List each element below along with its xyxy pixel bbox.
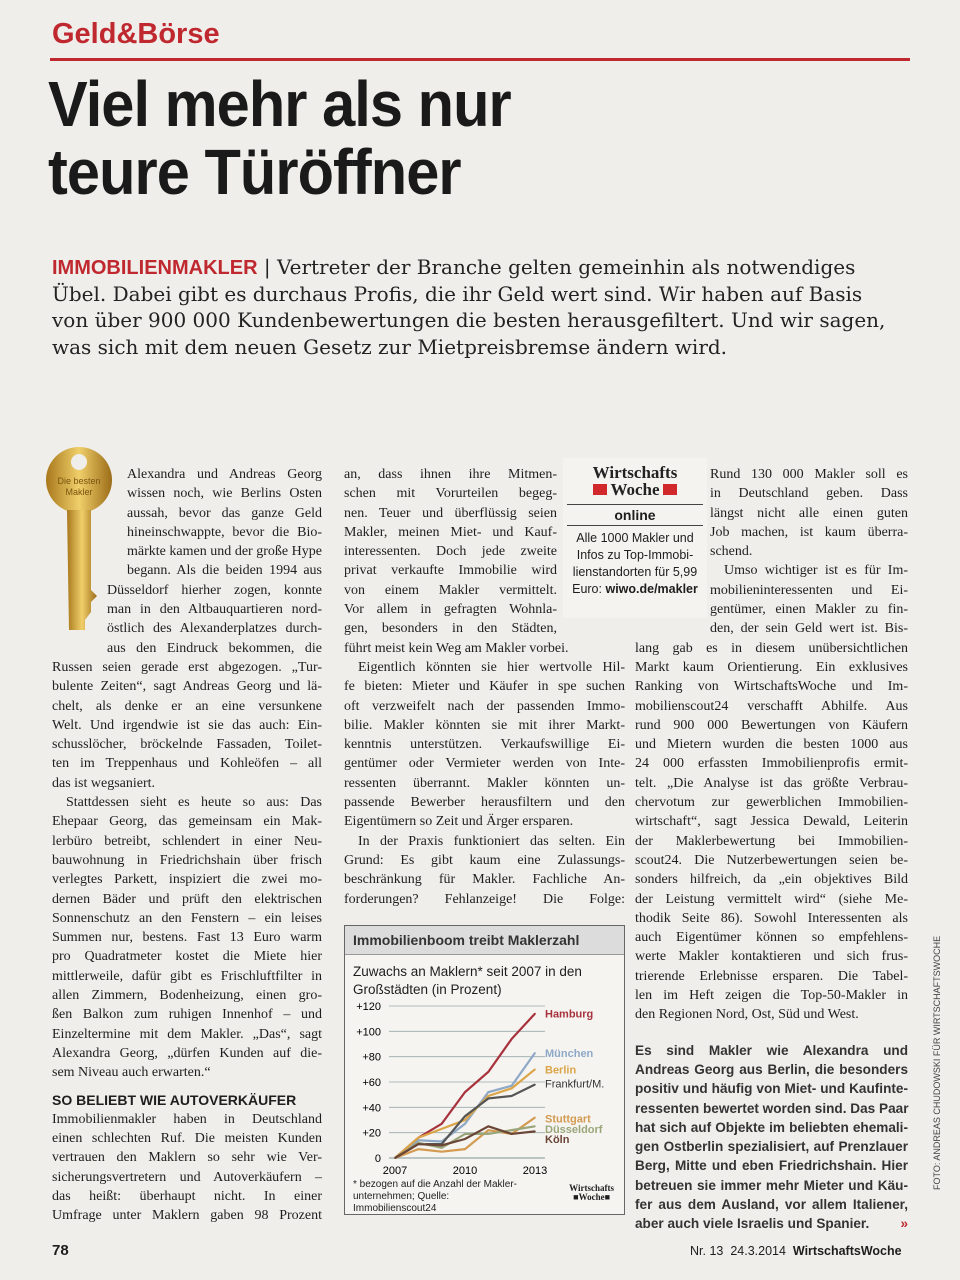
text-line: schen mit Vorurteilen begeg- (344, 486, 557, 502)
text-line: Ehepaar Georg, das gemeinsam ein Mak- (52, 814, 322, 830)
text-line: östlich des Alexanderplatzes durch- (107, 621, 322, 637)
data-point (441, 1147, 443, 1149)
data-point (488, 1071, 490, 1073)
data-point (418, 1143, 420, 1145)
data-point (394, 1157, 396, 1159)
page-number: 78 (52, 1242, 69, 1259)
data-point (464, 1119, 466, 1121)
text-line: einen schlechten Ruf. Die meisten Kunden (52, 1131, 322, 1147)
y-tick-label: +20 (362, 1127, 381, 1140)
subheading: SO BELIEBT WIE AUTOVERKÄUFER (52, 1091, 297, 1108)
data-point (418, 1137, 420, 1139)
section-rule (50, 58, 910, 61)
text-line: Alexandra und Andreas Georg (127, 467, 322, 482)
photo-credit: FOTO: ANDREAS CHUDOWSKI FÜR WIRTSCHAFTSWOCHE (932, 935, 942, 1190)
y-tick-label: +100 (356, 1026, 381, 1039)
paragraph (52, 465, 322, 793)
text-line: das ist wegsaniert. (52, 775, 156, 791)
text-line: den Regionen Nord, Ost, Süd und West. (635, 1007, 859, 1023)
data-point (464, 1138, 466, 1140)
text-line: und Mietern wurden die besten 1000 aus (635, 737, 908, 753)
data-point (464, 1115, 466, 1117)
text-line: lang gab es in diesem unübersichtlichen (635, 640, 908, 656)
data-point (441, 1128, 443, 1130)
text-line: gentümer oder Vermieter werden von Inte- (344, 756, 625, 772)
text-line: vertrauen den Maklern so sehr wie Ver- (52, 1150, 322, 1166)
legend-label: München (545, 1047, 594, 1060)
footer-issue: Nr. 13 24.3.2014 WirtschaftsWoche (690, 1244, 902, 1258)
legend-label: Berlin (545, 1064, 577, 1077)
y-tick-label: +60 (362, 1077, 381, 1089)
text-line: Es sind Makler wie Alexandra und (635, 1042, 908, 1058)
text-line: Eigentlich könnten sie hier wertvolle Hil- (358, 659, 625, 675)
text-line: hineinschwappte, bevor die Bio- (127, 524, 322, 540)
text-line: allen Zimmern, Bodenheizung, einen gro- (52, 988, 322, 1004)
data-point (418, 1139, 420, 1141)
text-line: Berg, Mitte und eben Friedrichshain. Hier (635, 1158, 908, 1174)
text-line: auch Eigentümer können so empfehlens- (635, 930, 908, 946)
text-line: längst nicht alle einen guten (710, 505, 908, 521)
text-line: lerbüro betreibt, schlendert in einer Neu- (52, 833, 322, 849)
wiwo-logo: Wirtschafts Woche (592, 463, 678, 499)
text-line: telt. „Die Analyse ist das größte Verbrau- (635, 775, 908, 791)
data-point (464, 1148, 466, 1150)
legend-label: Frankfurt/M. (545, 1078, 605, 1091)
highlight-note (635, 1041, 908, 1234)
data-point (464, 1123, 466, 1125)
data-point (488, 1098, 490, 1100)
text-line: thodik Seite 86). Sowohl Interessenten als (635, 910, 908, 926)
paragraph (52, 793, 322, 1082)
text-line: privat verkaufte Immobilie wird (344, 563, 557, 579)
legend-label: Hamburg (545, 1008, 594, 1021)
text-line: beschränkung für Makler. Fachliche An- (344, 872, 625, 888)
text-line: Eigentümern so Zeit und Ärger ersparen. (344, 814, 574, 830)
text-line: gen Ostberlin spezialisiert, auf Prenzlauer (635, 1139, 908, 1155)
data-point (441, 1145, 443, 1147)
text-line: gentümer, einen Makler zu fin- (710, 602, 908, 618)
text-line: pro Quadratmeter kostet die Miete hier (52, 949, 322, 965)
text-line: gen, besonders in den Städten, (344, 621, 557, 637)
data-point (488, 1091, 490, 1093)
text-line: Markt kaum Orientierung. Ein exklusives (635, 659, 908, 675)
y-tick-label: +80 (362, 1051, 381, 1064)
text-line: Rund 130 000 Makler soll es (710, 467, 908, 482)
text-line: nen. Teuer und überflüssig seien (344, 505, 557, 521)
text-line: oft verzweifelt nach der passenden Immo- (344, 698, 625, 714)
x-tick-label: 2007 (382, 1165, 408, 1177)
text-line: Andreas Georg aus Berlin, die besonders (635, 1061, 908, 1077)
text-line: len im Heft zeigen die Top-50-Makler in (635, 988, 908, 1004)
text-line: aber auch viele Israelis und Spanier. (635, 1216, 870, 1232)
section-label: Geld&Börse (52, 18, 220, 50)
data-point (534, 1117, 536, 1119)
title-line-2: teure Türöffner (48, 136, 461, 208)
data-point (441, 1151, 443, 1153)
data-point (511, 1133, 513, 1135)
data-point (534, 1131, 536, 1133)
article-title (48, 70, 511, 206)
promo-link[interactable]: wiwo.de/makler (605, 582, 698, 596)
text-line: bilie. Makler könnten sie mit ihrer Markt- (344, 717, 625, 733)
text-line: mobilieninteressenten und Ei- (710, 582, 908, 598)
chart-box (344, 925, 625, 1215)
svg-text:Makler: Makler (65, 487, 93, 497)
text-line: wirtschaft“, sagt Jessica Dewald, Leiterin (635, 814, 908, 830)
series-line-frankfurtm (395, 1085, 535, 1158)
text-line: ressenten bewertet worden sind. Das Paar (635, 1100, 909, 1116)
text-line: den, der sein Geld wert ist. Bis- (710, 621, 908, 637)
text-line: Umfrage unter Maklern gaben 98 Prozent (52, 1208, 322, 1224)
paragraph (635, 561, 908, 1024)
text-line: hat sich auf Objekte im beliebten ehemali- (635, 1119, 908, 1135)
line-chart (345, 990, 626, 1180)
text-line: bauwohnung in Friedrichshain über frisch (52, 852, 322, 868)
text-line: man in den Altbauquartieren nord- (107, 602, 322, 618)
lead-keyword: IMMOBILIENMAKLER (52, 257, 258, 279)
data-point (534, 1013, 536, 1015)
data-point (488, 1133, 490, 1135)
text-line: chervotum zur gewerblichen Immobilien- (635, 795, 908, 811)
article-column-1 (52, 465, 322, 1226)
data-point (511, 1085, 513, 1087)
y-tick-label: +120 (356, 1001, 381, 1013)
data-point (511, 1095, 513, 1097)
legend-label: Köln (545, 1134, 570, 1146)
text-line: Vor allem in gefragten Wohnla- (344, 602, 557, 618)
data-point (534, 1069, 536, 1071)
data-point (441, 1123, 443, 1125)
chart-subtitle: Zuwachs an Maklern* seit 2007 in den Großstädten (in Prozent) (353, 964, 582, 997)
text-line: mobilienscout24 verschafft Abhilfe. Aus (635, 698, 908, 714)
paragraph (344, 658, 625, 832)
continue-mark: » (900, 1216, 908, 1232)
chart-footnote: * bezogen auf die Anzahl der Makler-unternehmen; Quelle: Immobilienscout24 (353, 1179, 517, 1214)
text-line: fe bieten: Mieter und Käufer in spe suchen (344, 679, 625, 695)
text-line: passende Bewerber herausfiltern und den (344, 795, 625, 811)
text-line: kenntnis unterstützen. Verkaufswillige Ei- (344, 737, 625, 753)
text-line: ten im Treppenhaus und Kohleöfen – all (52, 756, 322, 772)
text-line: Einzeltermine mit dem Makler. „Das“, sagt (52, 1026, 322, 1042)
text-line: Summen nur, bestens. Fast 13 Euro warm (52, 930, 322, 946)
title-line-1: Viel mehr als nur (48, 68, 511, 140)
data-point (464, 1091, 466, 1093)
text-line: sem Niveau auch erwarten.“ (52, 1065, 211, 1081)
text-line: In der Praxis funktioniert das selten. Ein (358, 833, 625, 849)
text-line: Ranking von WirtschaftsWoche und Im- (635, 679, 908, 695)
text-line: aussah, bevor das ganze Geld (127, 505, 322, 521)
text-line: verlegtes Parkett, inspiziert die zwei mo- (52, 872, 322, 888)
text-line: Umso wichtiger ist es für Im- (724, 563, 908, 579)
data-point (418, 1148, 420, 1150)
data-point (488, 1129, 490, 1131)
text-line: forderungen? Fehlanzeige! Die Folge: (344, 891, 625, 907)
chart-title: Immobilienboom treibt Maklerzahl (345, 926, 624, 955)
online-promo-box (563, 458, 707, 618)
text-line: Welt. Und irgendwie ist sie das auch: Ein- (52, 717, 322, 733)
data-point (511, 1088, 513, 1090)
promo-text: Alle 1000 Makler und Infos zu Top-Immobi-lienstandorten für 5,99 Euro: wiwo.de/makler (572, 531, 698, 596)
text-line: werte Makler kontaktieren und sich frus- (635, 949, 908, 965)
text-line: ßen Balkon zum ruhigen Innenhof – und (52, 1007, 322, 1023)
legend-label: Düsseldorf (545, 1123, 603, 1136)
y-tick-label: 0 (374, 1153, 381, 1165)
text-line: führt meist kein Weg am Makler vorbei. (344, 640, 569, 656)
paragraph (344, 832, 625, 909)
x-tick-label: 2010 (452, 1165, 478, 1177)
text-line: schusslöcher, bröckelnde Fassaden, Toilet- (52, 737, 322, 753)
x-tick-label: 2013 (522, 1165, 548, 1177)
data-point (488, 1126, 490, 1128)
text-line: betreuen sie immer mehr Mieter und Käu- (635, 1177, 908, 1193)
text-line: märkte kamen und der große Hype (127, 544, 322, 560)
text-line: Russen seien gerade erst abgezogen. „Tur- (52, 659, 322, 675)
text-line: wissen noch, wie Berlins Osten (127, 486, 322, 502)
data-point (534, 1084, 536, 1086)
text-line: scout24. Die Nutzerbewertungen seien be- (635, 852, 908, 868)
text-line: Job machen, ist kaum überra- (710, 524, 908, 540)
text-line: 24 000 erfassten Immobilienprofis ermit- (635, 756, 908, 772)
text-line: positiv und häufig von Miet- und Kaufinte- (635, 1081, 908, 1097)
text-line: in Deutschland geben. Dass (710, 486, 908, 502)
text-line: aus den Eindruck bekommen, die (107, 640, 322, 656)
text-line: an, dass ihnen ihre Mitmen- (344, 467, 557, 482)
paragraph (52, 1110, 322, 1226)
online-label: online (567, 504, 703, 526)
text-line: Düsseldorf hierher zogen, konnte (107, 582, 322, 598)
lead-separator: | (257, 255, 277, 279)
article-lead (52, 254, 902, 360)
text-line: begann. Als die beiden 1994 aus (127, 563, 322, 579)
data-point (534, 1126, 536, 1128)
text-line: ressenten überrannt. Makler könnten un- (344, 775, 625, 791)
text-line: bulente Zeiten“, sagt Andreas Georg und lä- (52, 679, 322, 695)
text-line: rund 900 000 Bewertungen von Käufern (635, 717, 908, 733)
text-line: mittlerweile, dafür gibt es Frischluftfilter in (52, 968, 322, 984)
data-point (511, 1038, 513, 1040)
text-line: Alexandra Georg, „dürfen Kunden auf die- (52, 1045, 322, 1061)
data-point (464, 1133, 466, 1135)
text-line: Makler, meinen Miet- und Kauf- (344, 524, 557, 540)
text-line: trierende Erlebnisse ersparen. Die Tabel- (635, 968, 908, 984)
text-line: dernen Bäder und prüft den elektrischen (52, 891, 322, 907)
data-point (488, 1095, 490, 1097)
text-line: chelt, als denke er an eine versunkene (52, 698, 322, 714)
text-line: Grund: Es gibt kaum eine Zulassungs- (344, 852, 625, 868)
text-line: fer aus dem Ausland, vor allem Italiener, (635, 1196, 908, 1212)
text-line: der Leistung vermittelt wird“ (siehe Me- (635, 891, 908, 907)
y-tick-label: +40 (362, 1102, 381, 1115)
data-point (511, 1129, 513, 1131)
text-line: der Maklerbewertung bei Immobilien- (635, 833, 908, 849)
text-line: Immobilienmakler haben in Deutschland (52, 1111, 322, 1127)
text-line: sicherungsvertretern und Autoverkäufern – (52, 1169, 322, 1185)
text-line: sonders hilfreich, da „ein objektives Bild (635, 872, 908, 888)
text-line: von einem Makler vermittelt. (344, 582, 557, 598)
legend-label: Stuttgart (545, 1113, 591, 1126)
lead-text: Vertreter der Branche gelten gemeinhin als notwendiges Übel. Dabei gibt es durchaus Profis, die ihr Geld wert sind. Wir haben auf Basis von über 900 000 Kundenbewertungen die besten herausgefiltert. Und wir sagen, was sich mit dem neuen Gesetz zur Mietpreisbremse ändern wird. (52, 255, 886, 359)
data-point (534, 1052, 536, 1054)
series-line-münchen (395, 1053, 535, 1158)
text-line: interessenten. Doch jede zweite (344, 544, 557, 560)
text-line: Sonnenschutz an den Fenstern – ein leises (52, 910, 322, 926)
chart-source-logo: Wirtschafts ■Woche■ (569, 1183, 614, 1202)
svg-text:Die besten: Die besten (57, 476, 101, 486)
text-line: Stattdessen sieht es heute so aus: Das (66, 795, 322, 811)
text-line: das heißt: überhaupt nicht. In einer (52, 1188, 322, 1204)
text-line: schend. (710, 544, 753, 560)
